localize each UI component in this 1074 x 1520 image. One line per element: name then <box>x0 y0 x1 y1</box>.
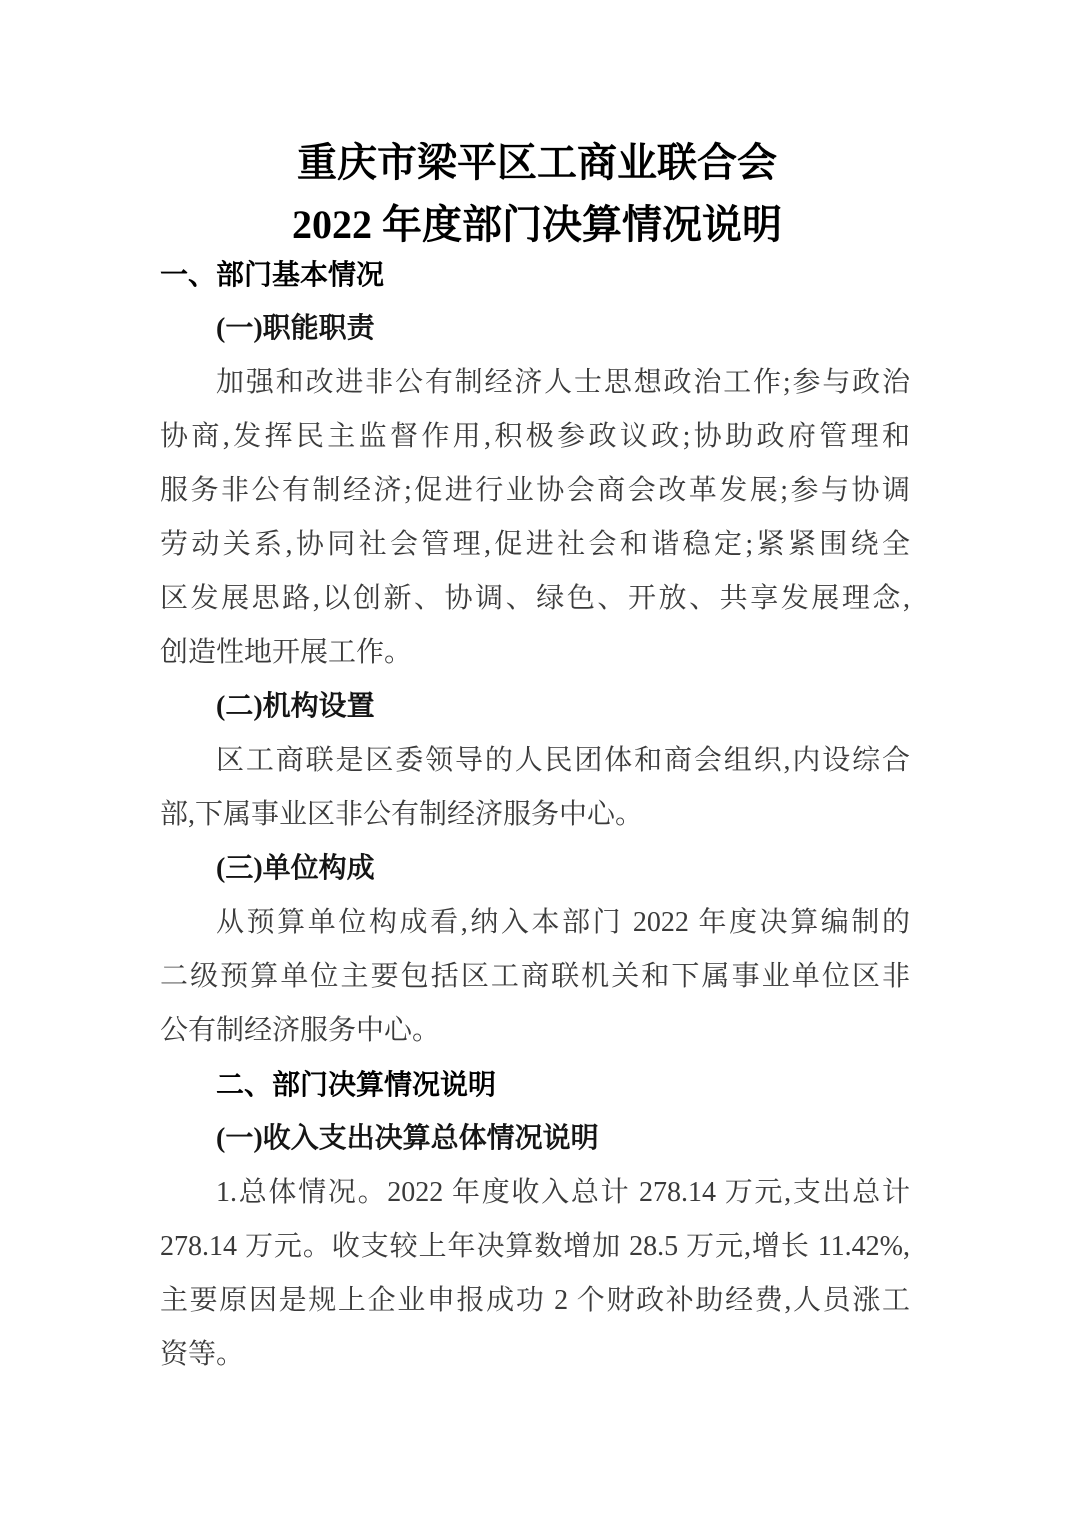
paragraph-line: 加强和改进非公有制经济人士思想政治工作;参与政治 <box>216 367 910 398</box>
paragraph-line: 二级预算单位主要包括区工商联机关和下属事业单位区非 <box>160 961 910 992</box>
paragraph-line: 278.14 万元。收支较上年决算数增加 28.5 万元,增长 11.42%, <box>160 1231 910 1262</box>
paragraph-line: 区工商联是区委领导的人民团体和商会组织,内设综合 <box>216 745 910 776</box>
paragraph-line: 1.总体情况。2022 年度收入总计 278.14 万元,支出总计 <box>216 1177 910 1208</box>
paragraph-line: 区发展思路,以创新、协调、绿色、开放、共享发展理念, <box>160 583 910 614</box>
paragraph-line: 资等。 <box>160 1339 245 1370</box>
section-1-sub-3-heading: (三)单位构成 <box>216 853 375 884</box>
paragraph-line: 协商,发挥民主监督作用,积极参政议政;协助政府管理和 <box>160 421 910 452</box>
title-line-2: 2022 年度部门决算情况说明 <box>292 202 782 247</box>
section-1-sub-1-heading: (一)职能职责 <box>216 313 375 344</box>
document-content <box>160 248 910 1382</box>
paragraph-line: 主要原因是规上企业申报成功 2 个财政补助经费,人员涨工 <box>160 1285 910 1316</box>
section-2-heading: 二、部门决算情况说明 <box>216 1069 497 1100</box>
paragraph-line: 部,下属事业区非公有制经济服务中心。 <box>160 799 644 830</box>
section-1-sub-2-heading: (二)机构设置 <box>216 691 375 722</box>
paragraph-line: 公有制经济服务中心。 <box>160 1015 441 1046</box>
section-1-heading: 一、部门基本情况 <box>160 259 385 290</box>
document-title <box>0 0 1074 256</box>
section-2-sub-1-heading: (一)收入支出决算总体情况说明 <box>216 1123 599 1154</box>
paragraph-line: 服务非公有制经济;促进行业协会商会改革发展;参与协调 <box>160 475 910 506</box>
title-line-1: 重庆市梁平区工商业联合会 <box>297 140 777 185</box>
paragraph-line: 创造性地开展工作。 <box>160 637 413 668</box>
paragraph-line: 从预算单位构成看,纳入本部门 2022 年度决算编制的 <box>216 907 910 938</box>
paragraph-line: 劳动关系,协同社会管理,促进社会和谐稳定;紧紧围绕全 <box>160 529 910 560</box>
